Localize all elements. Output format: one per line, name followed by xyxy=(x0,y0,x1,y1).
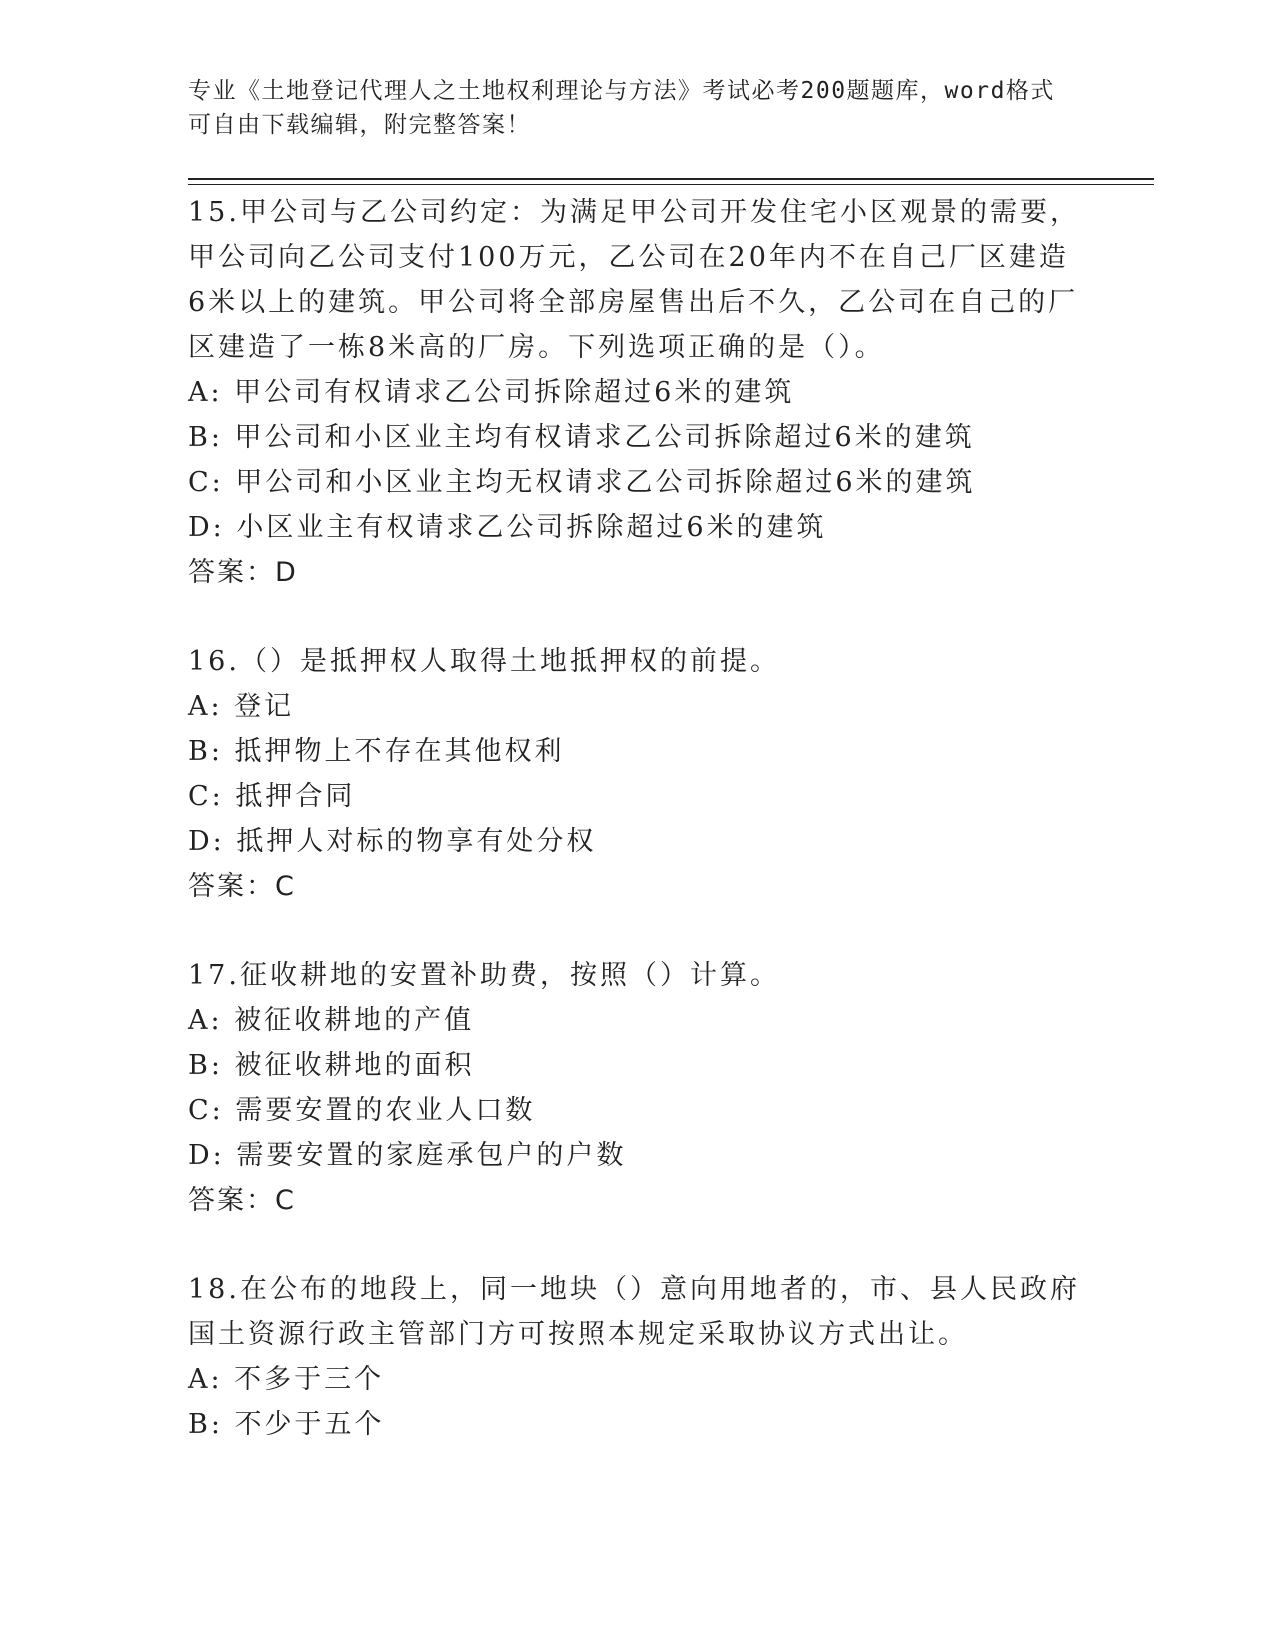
option-b: B: 抵押物上不存在其他权利 xyxy=(188,736,565,767)
answer: 答案：C xyxy=(188,1185,296,1216)
answer: 答案：D xyxy=(188,557,298,588)
question-18 xyxy=(188,1267,1088,1447)
option-c: C: 需要安置的农业人口数 xyxy=(188,1095,536,1126)
option-b: B: 不少于五个 xyxy=(188,1409,385,1440)
question-stem: 征收耕地的安置补助费，按照（）计算。 xyxy=(239,960,780,991)
header-line-2: 可自由下载编辑，附完整答案！ xyxy=(188,112,531,138)
question-number: 17. xyxy=(188,960,240,991)
question-stem: （）是抵押权人取得土地抵押权的前提。 xyxy=(239,646,780,677)
question-number: 15. xyxy=(188,197,240,228)
option-a: A: 不多于三个 xyxy=(188,1364,385,1395)
header-line-1: 专业《土地登记代理人之土地权利理论与方法》考试必考200题题库，word格式 xyxy=(188,78,1055,104)
question-text xyxy=(188,190,1088,370)
question-number: 16. xyxy=(188,646,240,677)
option-d: D: 抵押人对标的物享有处分权 xyxy=(188,826,597,857)
question-stem: 在公布的地段上，同一地块（）意向用地者的，市、县人民政府国土资源行政主管部门方可按照本规定采取协议方式出让。 xyxy=(188,1274,1080,1350)
option-d: D: 需要安置的家庭承包户的户数 xyxy=(188,1140,627,1171)
option-b: B: 甲公司和小区业主均有权请求乙公司拆除超过6米的建筑 xyxy=(188,422,975,453)
question-15 xyxy=(188,190,1088,595)
option-c: C: 抵押合同 xyxy=(188,781,356,812)
option-a: A: 甲公司有权请求乙公司拆除超过6米的建筑 xyxy=(188,377,795,408)
question-text xyxy=(188,1267,1088,1357)
page-header xyxy=(188,74,1088,142)
question-17 xyxy=(188,953,1088,1223)
answer: 答案：C xyxy=(188,871,296,902)
question-text xyxy=(188,953,1088,998)
question-stem: 甲公司与乙公司约定：为满足甲公司开发住宅小区观景的需要，甲公司向乙公司支付100万元，乙公司在20年内不在自己厂区建造6米以上的建筑。甲公司将全部房屋售出后不久，乙公司在自己的厂区建造了一栋8米高的厂房。下列选项正确的是（）。 xyxy=(188,197,1080,363)
option-a: A: 登记 xyxy=(188,691,295,722)
option-a: A: 被征收耕地的产值 xyxy=(188,1005,475,1036)
option-c: C: 甲公司和小区业主均无权请求乙公司拆除超过6米的建筑 xyxy=(188,467,976,498)
question-16 xyxy=(188,639,1088,909)
header-divider-thin xyxy=(188,184,1154,185)
option-d: D: 小区业主有权请求乙公司拆除超过6米的建筑 xyxy=(188,512,827,543)
option-b: B: 被征收耕地的面积 xyxy=(188,1050,475,1081)
header-divider xyxy=(188,178,1154,180)
question-text xyxy=(188,639,1088,684)
question-list xyxy=(188,190,1088,1491)
question-number: 18. xyxy=(188,1274,240,1305)
